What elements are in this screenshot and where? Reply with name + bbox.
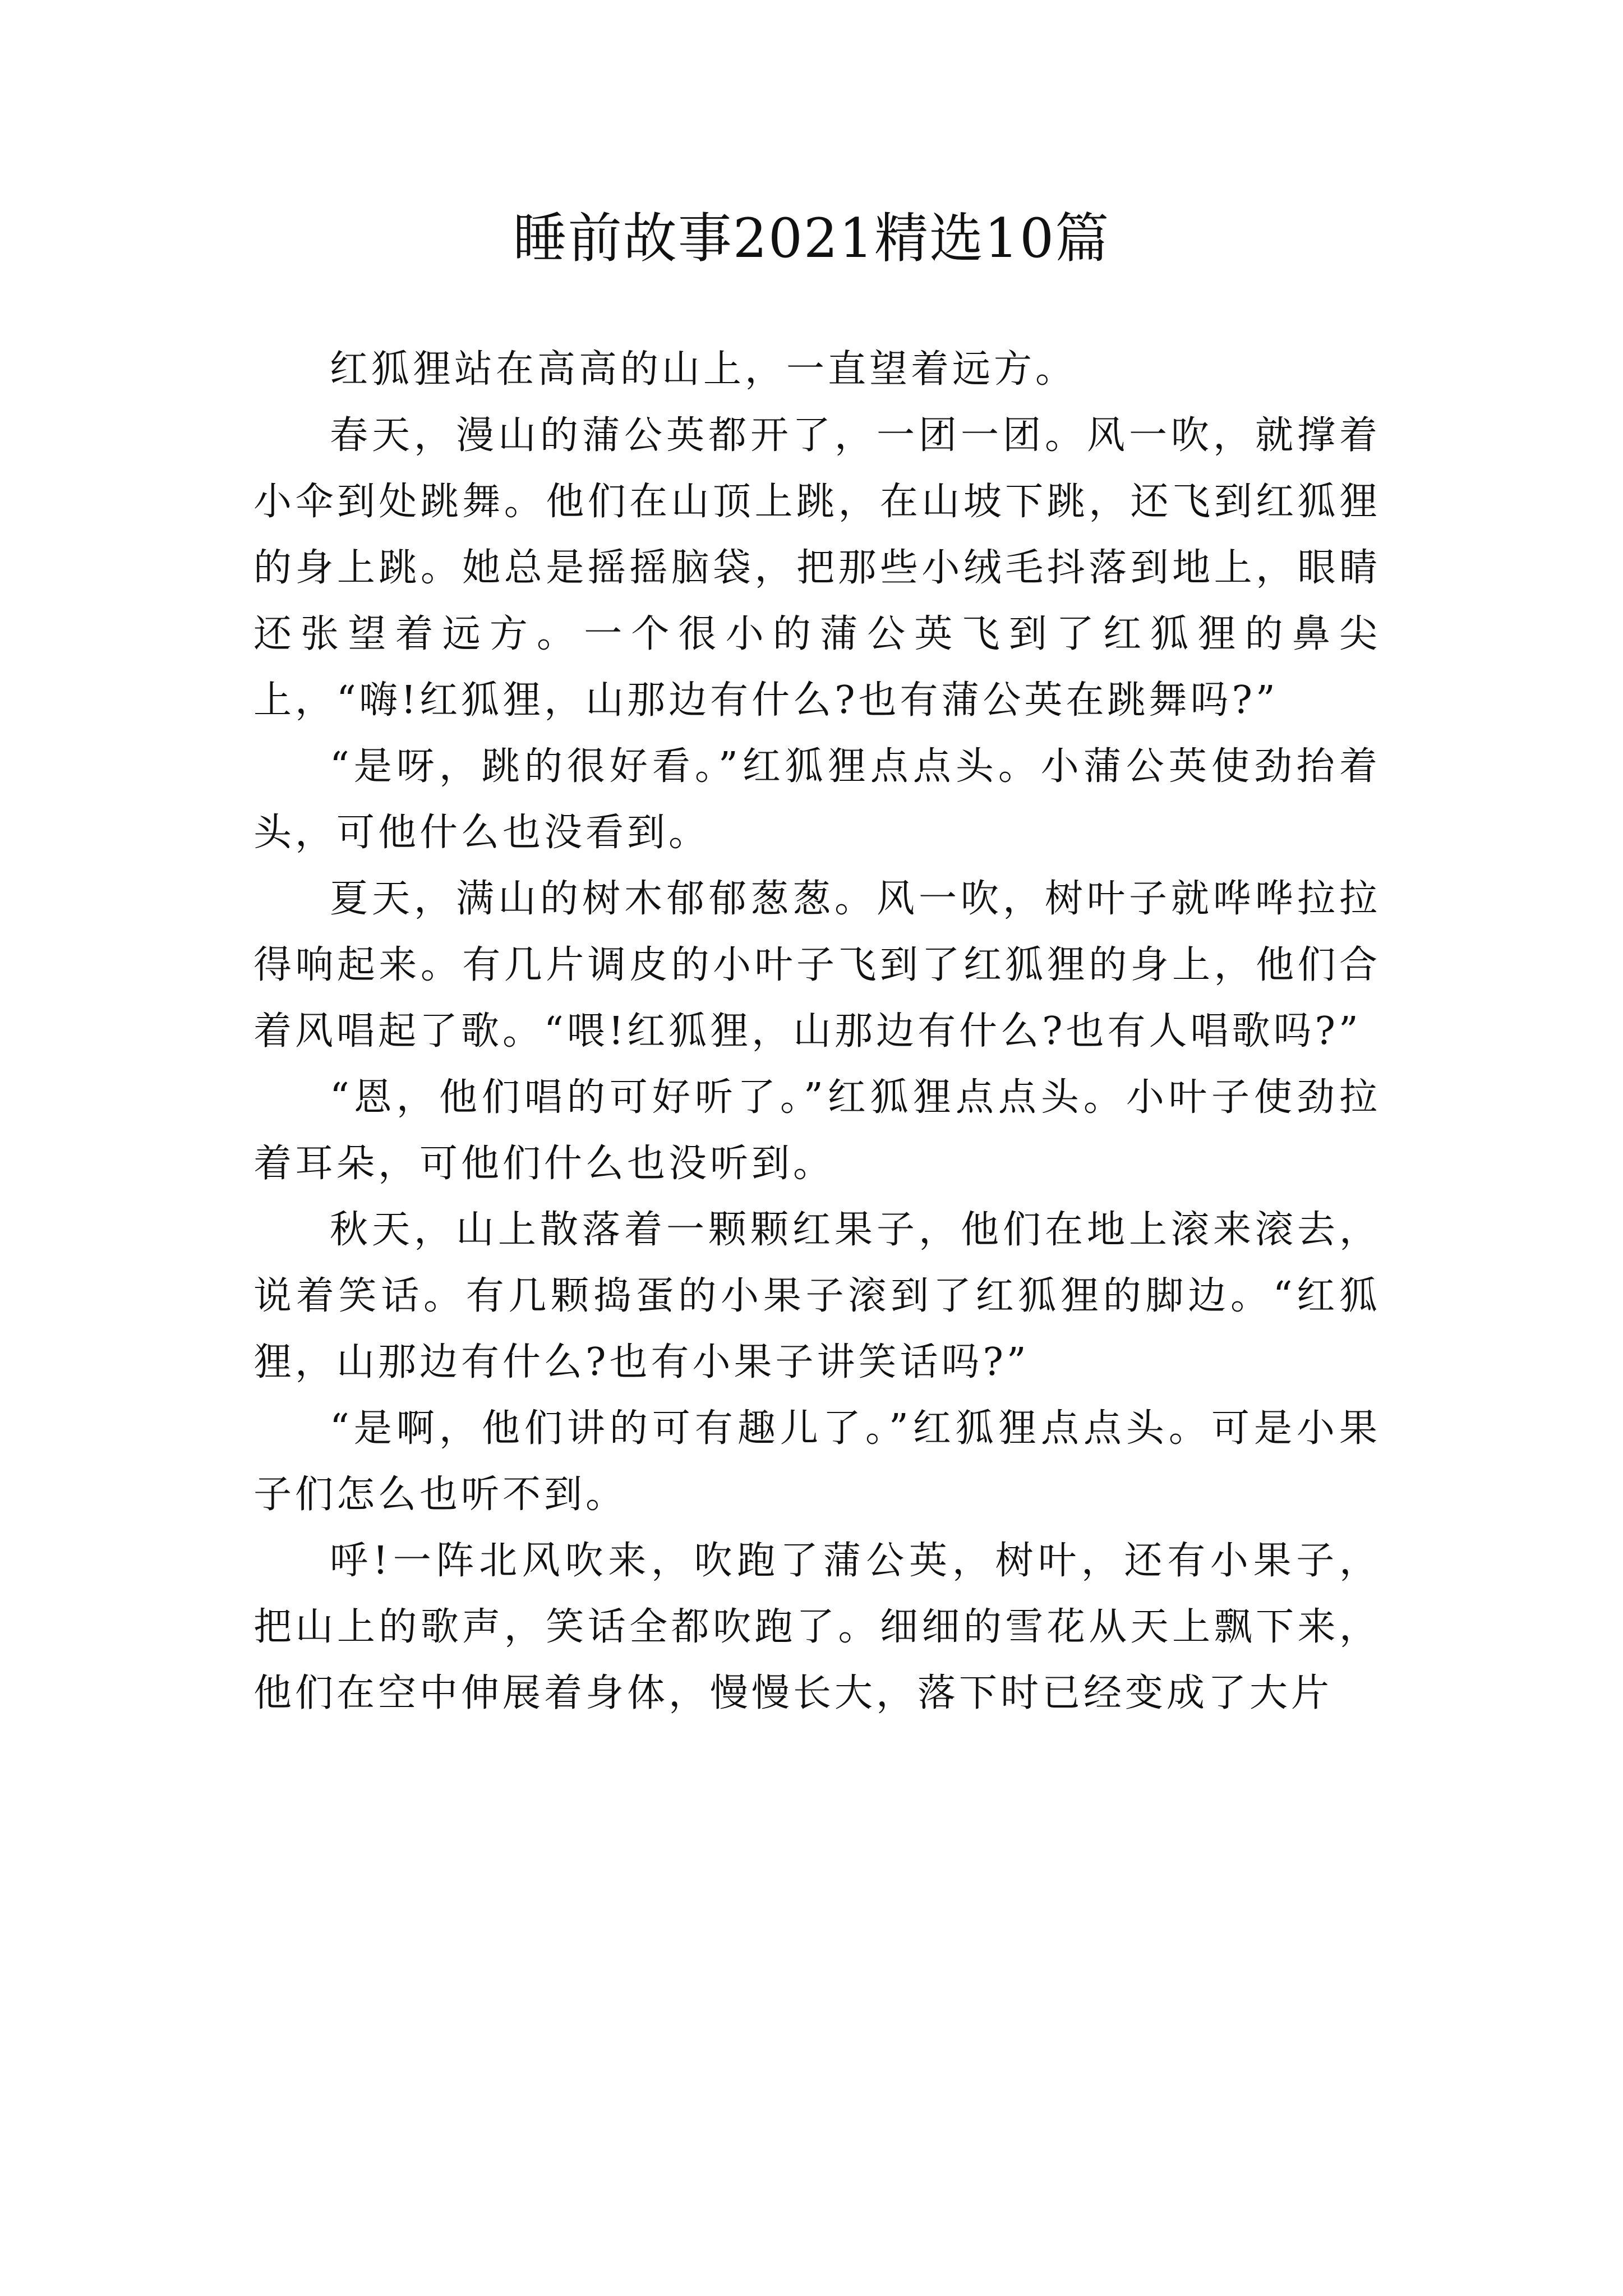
paragraph: “恩，他们唱的可好听了。”红狐狸点点头。小叶子使劲拉着耳朵，可他们什么也没听到。 — [253, 1075, 1381, 1186]
paragraph: 呼!一阵北风吹来，吹跑了蒲公英，树叶，还有小果子，把山上的歌声，笑话全都吹跑了。细细的雪花从天上飘下来，他们在空中伸展着身体，慢慢长大，落下时已经变成了大片 — [253, 1539, 1381, 1715]
paragraph: “是啊，他们讲的可有趣儿了。”红狐狸点点头。可是小果子们怎么也听不到。 — [253, 1406, 1381, 1517]
paragraph: 红狐狸站在高高的山上，一直望着远方。 — [330, 347, 1077, 392]
document-title: 睡前故事2021精选10篇 — [513, 207, 1110, 270]
paragraph: 夏天，满山的树木郁郁葱葱。风一吹，树叶子就哗哗拉拉得响起来。有几片调皮的小叶子飞到了红狐狸的身上，他们合着风唱起了歌。“喂!红狐狸，山那边有什么?也有人唱歌吗?” — [253, 877, 1381, 1053]
paragraph: 春天，漫山的蒲公英都开了，一团一团。风一吹，就撑着小伞到处跳舞。他们在山顶上跳，在山坡下跳，还飞到红狐狸的身上跳。她总是摇摇脑袋，把那些小绒毛抖落到地上，眼睛还张望着远方。一个很小的蒲公英飞到了红狐狸的鼻尖上，“嗨!红狐狸，山那边有什么?也有蒲公英在跳舞吗?” — [253, 413, 1381, 723]
paragraph: “是呀，跳的很好看。”红狐狸点点头。小蒲公英使劲抬着头，可他什么也没看到。 — [253, 744, 1381, 855]
document-body — [253, 337, 1381, 1727]
paragraph: 秋天，山上散落着一颗颗红果子，他们在地上滚来滚去，说着笑话。有几颗捣蛋的小果子滚到了红狐狸的脚边。“红狐狸，山那边有什么?也有小果子讲笑话吗?” — [253, 1208, 1381, 1384]
